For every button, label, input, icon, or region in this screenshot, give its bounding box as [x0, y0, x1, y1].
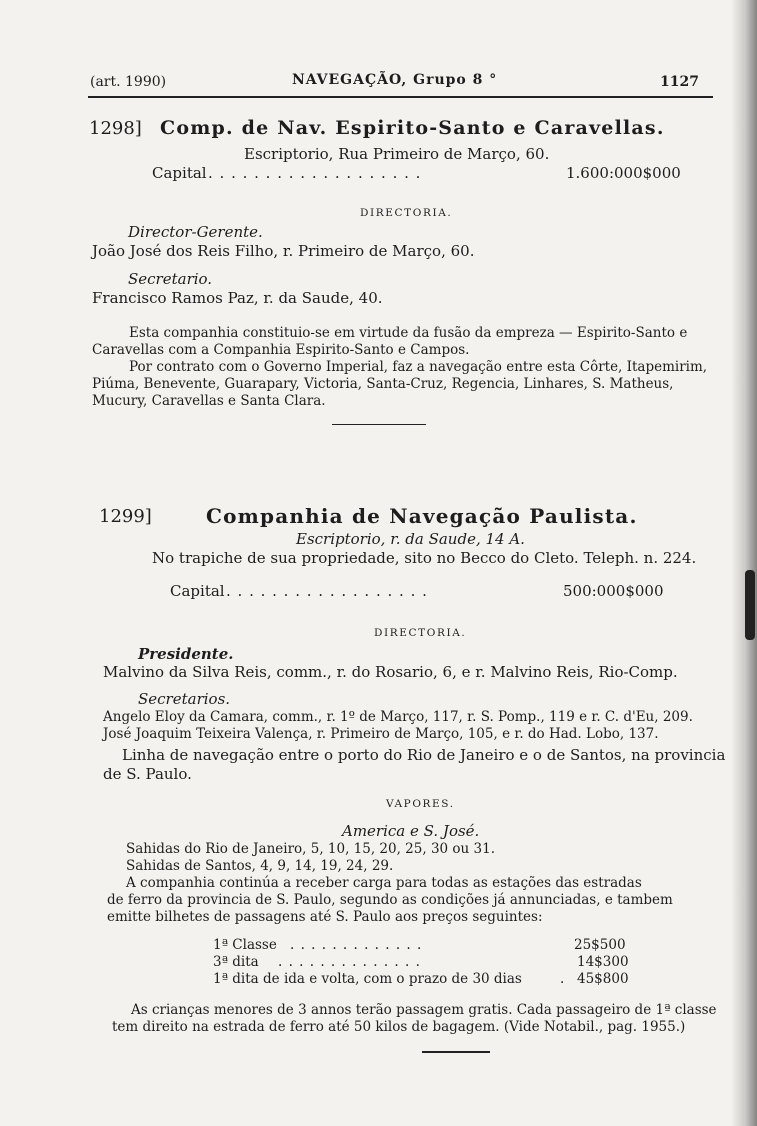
- entry-1299-directory-heading: DIRECTORIA.: [374, 627, 467, 639]
- entry-1299-cargo-line-3: emitte bilhetes de passagens até S. Paulo aos preços seguintes:: [107, 909, 543, 925]
- entry-1299-ship-names: America e S. José.: [342, 822, 480, 840]
- entry-1299-secretary-2: José Joaquim Teixeira Valença, r. Primeiro de Março, 105, e r. do Had. Lobo, 137.: [103, 726, 659, 742]
- entry-1298-capital-leader: . . . . . . . . . . . . . . . . . . .: [208, 164, 422, 182]
- fare-label: 3ª dita: [213, 954, 259, 970]
- entry-1299-cargo-line-1: A companhia continúa a receber carga para todas as estações das estradas: [126, 875, 642, 891]
- fare-price: 25$500: [574, 937, 626, 953]
- entry-1298-director-title: Director-Gerente.: [128, 223, 263, 241]
- entry-1299-cargo-line-2: de ferro da provincia de S. Paulo, segundo as condições já annunciadas, e tambem: [107, 892, 673, 908]
- entry-1299-secretary-1: Angelo Eloy da Camara, comm., r. 1º de Março, 117, r. S. Pomp., 119 e r. C. d'Eu, 209.: [103, 709, 693, 725]
- entry-1299-secretaries-title: Secretarios.: [138, 690, 231, 708]
- entry-1299-vapores-heading: VAPORES.: [386, 798, 455, 810]
- entry-1299-children-line-2: tem direito na estrada de ferro até 50 kilos de bagagem. (Vide Notabil., pag. 1955.): [112, 1019, 686, 1035]
- scan-ink-blot: [745, 570, 755, 640]
- entry-1298-paragraph-1-line-1: Esta companhia constituio-se em virtude da fusão da empreza — Espirito-Santo e: [129, 325, 688, 341]
- entry-1298-paragraph-2-line-3: Mucury, Caravellas e Santa Clara.: [92, 393, 326, 409]
- entry-1298-office: Escriptorio, Rua Primeiro de Março, 60.: [244, 145, 550, 163]
- fare-label: 1ª dita de ida e volta, com o prazo de 30 dias: [213, 971, 522, 987]
- header-article-ref: (art. 1990): [90, 74, 167, 90]
- fare-leader: . . . . . . . . . . . . .: [290, 937, 423, 953]
- entry-1298-title: Comp. de Nav. Espirito-Santo e Caravellas.: [160, 117, 665, 139]
- entry-1299-end-rule: [422, 1051, 490, 1053]
- entry-1299-route-line-2: de S. Paulo.: [103, 765, 192, 783]
- entry-1299-route-line-1: Linha de navegação entre o porto do Rio de Janeiro e o de Santos, na provincia: [122, 746, 726, 764]
- fare-price: 14$300: [577, 954, 629, 970]
- entry-1298-directory-heading: DIRECTORIA.: [360, 207, 453, 219]
- header-section-title: NAVEGAÇÃO, Grupo 8 °: [292, 72, 498, 88]
- fare-leader: .: [560, 971, 565, 987]
- entry-1299-capital-value: 500:000$000: [563, 582, 664, 600]
- entry-1298-capital-value: 1.600:000$000: [566, 164, 681, 182]
- entry-1298-end-rule: [332, 424, 426, 425]
- entry-1298-paragraph-2-line-1: Por contrato com o Governo Imperial, faz a navegação entre esta Côrte, Itapemirim,: [129, 359, 708, 375]
- fare-price: 45$800: [577, 971, 629, 987]
- entry-1299-president-title: Presidente.: [138, 645, 234, 663]
- entry-1299-office: Escriptorio, r. da Saude, 14 A.: [296, 530, 525, 548]
- fare-leader: . . . . . . . . . . . . . .: [278, 954, 421, 970]
- entry-1298-secretary-name: Francisco Ramos Paz, r. da Saude, 40.: [92, 289, 383, 307]
- entry-1299-number: 1299]: [99, 506, 152, 527]
- entry-1298-capital-label: Capital: [152, 164, 207, 182]
- entry-1299-capital-label: Capital: [170, 582, 225, 600]
- entry-1299-departures-rio: Sahidas do Rio de Janeiro, 5, 10, 15, 20, 25, 30 ou 31.: [126, 841, 495, 857]
- entry-1298-paragraph-1-line-2: Caravellas com a Companhia Espirito-Santo e Campos.: [92, 342, 470, 358]
- entry-1299-capital-leader: . . . . . . . . . . . . . . . . . .: [226, 582, 428, 600]
- entry-1298-number: 1298]: [89, 118, 142, 139]
- entry-1298-paragraph-2-line-2: Piúma, Benevente, Guarapary, Victoria, Santa-Cruz, Regencia, Linhares, S. Matheus,: [92, 376, 674, 392]
- scan-binding-edge: [731, 0, 757, 1126]
- fare-label: 1ª Classe: [213, 937, 277, 953]
- entry-1299-title: Companhia de Navegação Paulista.: [206, 504, 638, 528]
- entry-1298-secretary-title: Secretario.: [128, 270, 213, 288]
- entry-1299-departures-santos: Sahidas de Santos, 4, 9, 14, 19, 24, 29.: [126, 858, 394, 874]
- entry-1298-director-name: João José dos Reis Filho, r. Primeiro de Março, 60.: [92, 242, 475, 260]
- header-page-number: 1127: [660, 74, 699, 90]
- entry-1299-president-name: Malvino da Silva Reis, comm., r. do Rosario, 6, e r. Malvino Reis, Rio-Comp.: [103, 663, 678, 681]
- entry-1299-trapiche-line: No trapiche de sua propriedade, sito no Becco do Cleto. Teleph. n. 224.: [152, 549, 697, 567]
- entry-1299-children-line-1: As crianças menores de 3 annos terão passagem gratis. Cada passageiro de 1ª classe: [131, 1002, 717, 1018]
- header-rule: [88, 96, 713, 98]
